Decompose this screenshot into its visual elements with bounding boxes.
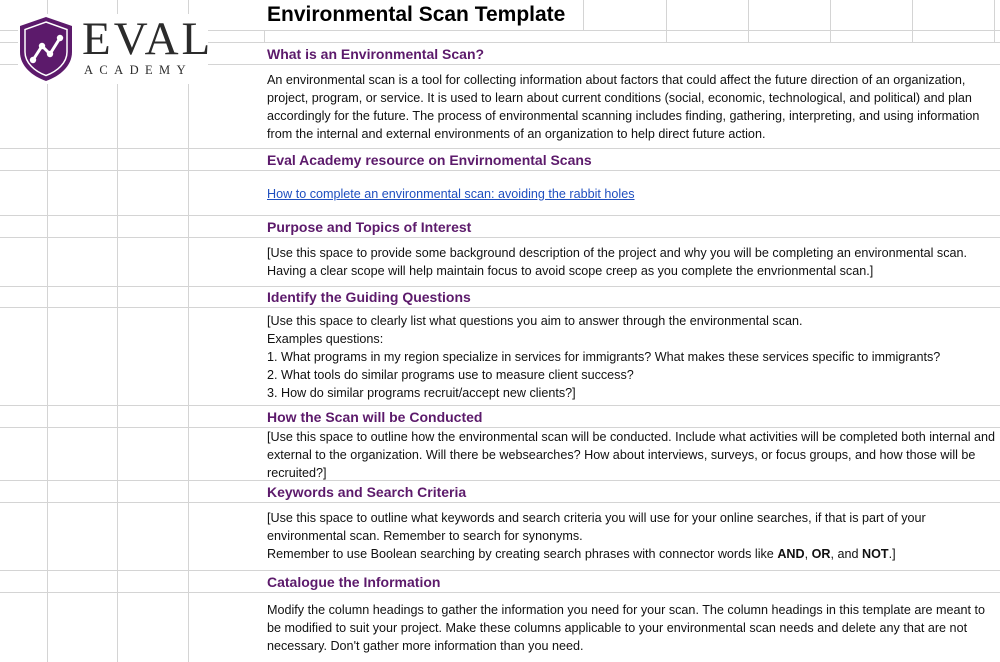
section-heading-resource[interactable]: Eval Academy resource on Envirnomental Scans bbox=[264, 148, 1000, 170]
logo-subtitle: ACADEMY bbox=[84, 63, 192, 77]
keyword-and: AND bbox=[777, 547, 805, 561]
resource-cell[interactable] bbox=[264, 170, 1000, 215]
keywords-prefix: Remember to use Boolean searching by creating search phrases with connector words like bbox=[267, 547, 778, 561]
section-body-questions[interactable] bbox=[264, 307, 1000, 405]
eval-academy-logo bbox=[18, 13, 214, 84]
section-body-purpose[interactable]: [Use this space to provide some background description of the project and why you will be completing an environmental scan. Having a clear scope will help maintain focus to avoid scope creep as you complete the envrionmental scan.] bbox=[264, 237, 1000, 286]
questions-line: 1. What programs in my region specialize in services for immigrants? What makes these services specific to immigrants? bbox=[267, 350, 941, 364]
resource-link[interactable]: How to complete an environmental scan: avoiding the rabbit holes bbox=[267, 187, 635, 201]
keyword-not: NOT bbox=[862, 547, 889, 561]
section-heading-catalogue[interactable]: Catalogue the Information bbox=[264, 570, 1000, 592]
section-heading-what[interactable]: What is an Environmental Scan? bbox=[264, 42, 1000, 64]
keyword-or: OR bbox=[811, 547, 831, 561]
grid-col-line bbox=[188, 0, 189, 662]
page-title[interactable]: Environmental Scan Template bbox=[264, 0, 584, 30]
grid-col-line bbox=[117, 0, 118, 662]
keywords-suffix: .] bbox=[888, 547, 896, 561]
section-body-conduct[interactable]: [Use this space to outline how the environmental scan will be conducted. Include what activities will be completed both internal and external to the organization. Will there be websearches? How about interviews, surveys, or focus groups, and how those will be recruited?] bbox=[264, 427, 1000, 480]
section-heading-questions[interactable]: Identify the Guiding Questions bbox=[264, 286, 1000, 307]
shield-icon bbox=[18, 16, 74, 82]
section-heading-purpose[interactable]: Purpose and Topics of Interest bbox=[264, 215, 1000, 237]
grid-col-line bbox=[47, 0, 48, 662]
keywords-sep: , bbox=[804, 547, 812, 561]
questions-line: [Use this space to clearly list what questions you aim to answer through the environmental scan. bbox=[267, 314, 803, 328]
questions-line: 3. How do similar programs recruit/accept new clients?] bbox=[267, 386, 576, 400]
questions-line: 2. What tools do similar programs use to measure client success? bbox=[267, 368, 634, 382]
section-heading-conduct[interactable]: How the Scan will be Conducted bbox=[264, 405, 1000, 427]
section-body-keywords[interactable] bbox=[264, 502, 1000, 570]
section-heading-keywords[interactable]: Keywords and Search Criteria bbox=[264, 480, 1000, 502]
keywords-line-2 bbox=[267, 545, 996, 563]
section-body-catalogue[interactable]: Modify the column headings to gather the information you need for your scan. The column headings in this template are meant to be modified to suit your project. Make these columns applicable to your environmental scan needs and delete any that are not necessary. Don't gather more information than you need. bbox=[264, 592, 1000, 662]
questions-line: Examples questions: bbox=[267, 332, 384, 346]
keywords-sep: , and bbox=[830, 547, 863, 561]
logo-wordmark: EVAL bbox=[82, 13, 214, 65]
section-body-what[interactable]: An environmental scan is a tool for collecting information about factors that could affect the future direction of an organization, project, program, or service. It is used to learn about current conditions (social, economic, technological, and political) and plan accordingly for the future. The process of environmental scanning includes finding, gathering, interpreting, and using information from the internal and external environments of an organization to help direct future action. bbox=[264, 64, 1000, 148]
keywords-line-1: [Use this space to outline what keywords and search criteria you will use for your online searches, if that is part of your environmental scan. Remember to search for synonyms. bbox=[267, 511, 926, 543]
